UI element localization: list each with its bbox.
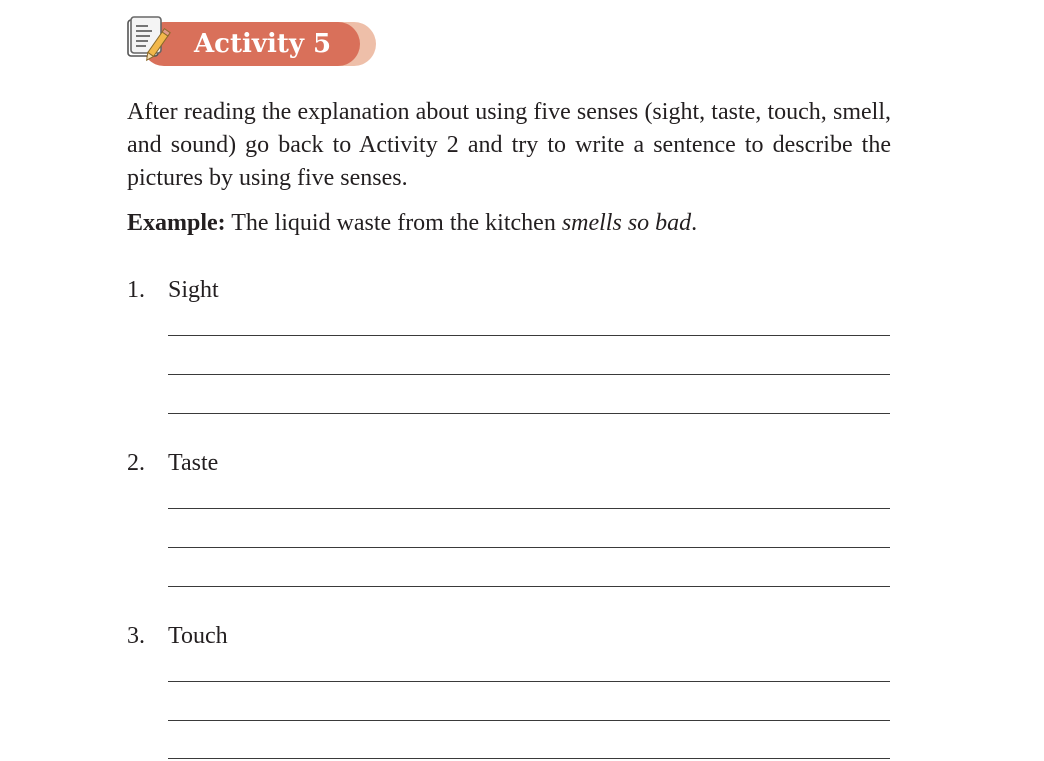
- item-number: 3.: [127, 623, 145, 649]
- example-text: The liquid waste from the kitchen: [225, 210, 562, 236]
- answer-line[interactable]: [168, 586, 890, 587]
- answer-line[interactable]: [168, 335, 890, 336]
- example-sentence: [127, 207, 891, 240]
- notepad-pencil-icon: [126, 16, 174, 66]
- item-title: Sight: [168, 277, 219, 303]
- example-end: .: [691, 210, 698, 236]
- item-number: 1.: [127, 277, 145, 303]
- item-title: Touch: [168, 623, 228, 649]
- activity-badge: [126, 16, 386, 72]
- item-number: 2.: [127, 450, 145, 476]
- answer-line[interactable]: [168, 413, 890, 414]
- item-taste: [127, 447, 891, 480]
- answer-line[interactable]: [168, 547, 890, 548]
- example-label: Example:: [127, 210, 226, 236]
- answer-line[interactable]: [168, 758, 890, 759]
- item-sight: [127, 274, 891, 307]
- answer-line[interactable]: [168, 374, 890, 375]
- example-emphasis: smells so bad: [561, 210, 692, 236]
- item-title: Taste: [168, 450, 219, 476]
- activity-title: Activity 5: [194, 29, 332, 59]
- answer-line[interactable]: [168, 681, 890, 682]
- instructions-paragraph: After reading the explanation about using five senses (sight, taste, touch, smell, and sound) go back to Activity 2 and try to write a sentence to describe the pictures by using five senses.: [127, 99, 891, 191]
- answer-line[interactable]: [168, 508, 890, 509]
- item-touch: [127, 620, 891, 653]
- answer-line[interactable]: [168, 720, 890, 721]
